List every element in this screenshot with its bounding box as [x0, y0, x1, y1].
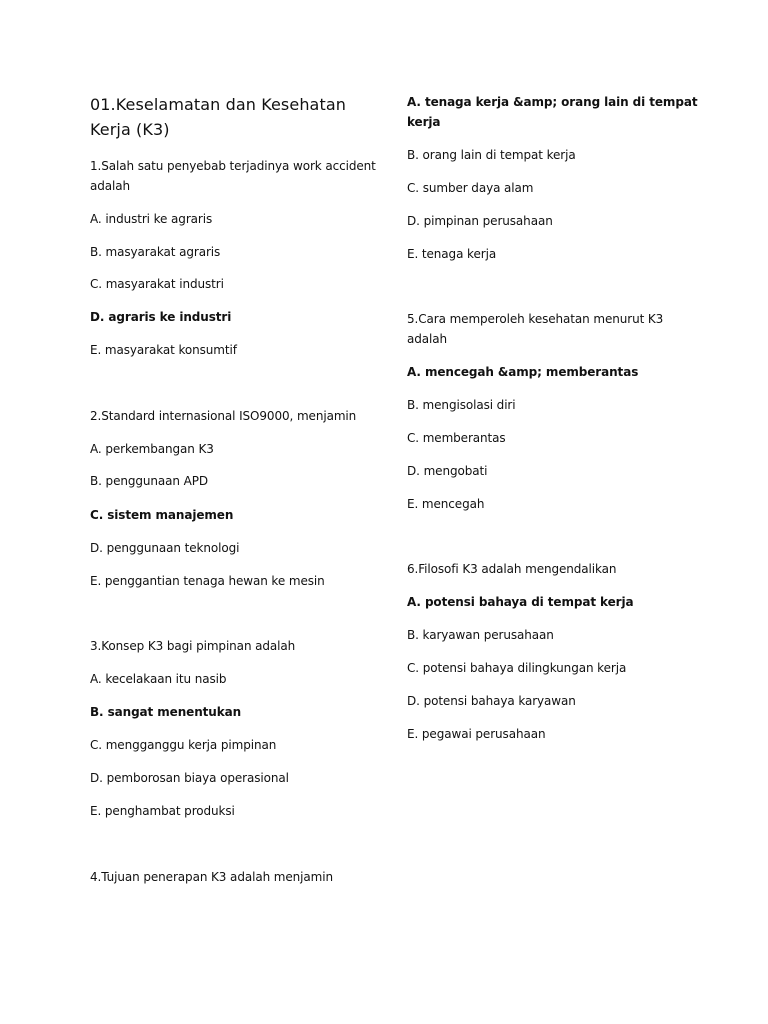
q3-option-e: E. penghambat produksi: [90, 804, 235, 818]
q4-option-a: A. tenaga kerja &amp; orang lain di tempat: [407, 95, 698, 109]
q4-option-e: E. tenaga kerja: [407, 247, 497, 261]
q1-option-d: D. agraris ke industri: [90, 310, 232, 324]
q2-option-b: B. penggunaan APD: [90, 474, 209, 488]
question-1-text: 1.Salah satu penyebab terjadinya work accident: [90, 159, 376, 173]
q1-option-b: B. masyarakat agraris: [90, 245, 221, 259]
q6-option-e: E. pegawai perusahaan: [407, 727, 546, 741]
q3-option-b: B. sangat menentukan: [90, 705, 242, 719]
q3-option-a: A. kecelakaan itu nasib: [90, 672, 227, 686]
q1-option-a: A. industri ke agraris: [90, 212, 213, 226]
question-3-text: 3.Konsep K3 bagi pimpinan adalah: [90, 639, 296, 653]
question-5-text-cont: adalah: [407, 332, 448, 346]
q2-option-e: E. penggantian tenaga hewan ke mesin: [90, 574, 325, 588]
question-5-text: 5.Cara memperoleh kesehatan menurut K3: [407, 312, 664, 326]
q4-option-c: C. sumber daya alam: [407, 181, 534, 195]
page-title: 01.Keselamatan dan Kesehatan Kerja (K3): [90, 95, 346, 139]
q6-option-c: C. potensi bahaya dilingkungan kerja: [407, 661, 627, 675]
q4-option-a-cont: kerja: [407, 115, 441, 129]
q6-option-b: B. karyawan perusahaan: [407, 628, 554, 642]
q5-option-d: D. mengobati: [407, 464, 488, 478]
q3-option-d: D. pemborosan biaya operasional: [90, 771, 289, 785]
question-6-text: 6.Filosofi K3 adalah mengendalikan: [407, 562, 617, 576]
q3-option-c: C. mengganggu kerja pimpinan: [90, 738, 277, 752]
q4-option-d: D. pimpinan perusahaan: [407, 214, 553, 228]
q6-option-d: D. potensi bahaya karyawan: [407, 694, 576, 708]
question-2-text: 2.Standard internasional ISO9000, menjamin: [90, 409, 357, 423]
q6-option-a: A. potensi bahaya di tempat kerja: [407, 595, 634, 609]
q2-option-c: C. sistem manajemen: [90, 508, 234, 522]
question-1-text-cont: adalah: [90, 179, 131, 193]
q1-option-c: C. masyarakat industri: [90, 277, 224, 291]
q5-option-e: E. mencegah: [407, 497, 485, 511]
q5-option-b: B. mengisolasi diri: [407, 398, 516, 412]
q5-option-a: A. mencegah &amp; memberantas: [407, 365, 639, 379]
q5-option-c: C. memberantas: [407, 431, 506, 445]
q2-option-a: A. perkembangan K3: [90, 442, 214, 456]
q2-option-d: D. penggunaan teknologi: [90, 541, 240, 555]
q4-option-b: B. orang lain di tempat kerja: [407, 148, 576, 162]
question-4-text: 4.Tujuan penerapan K3 adalah menjamin: [90, 870, 333, 884]
q1-option-e: E. masyarakat konsumtif: [90, 343, 237, 357]
